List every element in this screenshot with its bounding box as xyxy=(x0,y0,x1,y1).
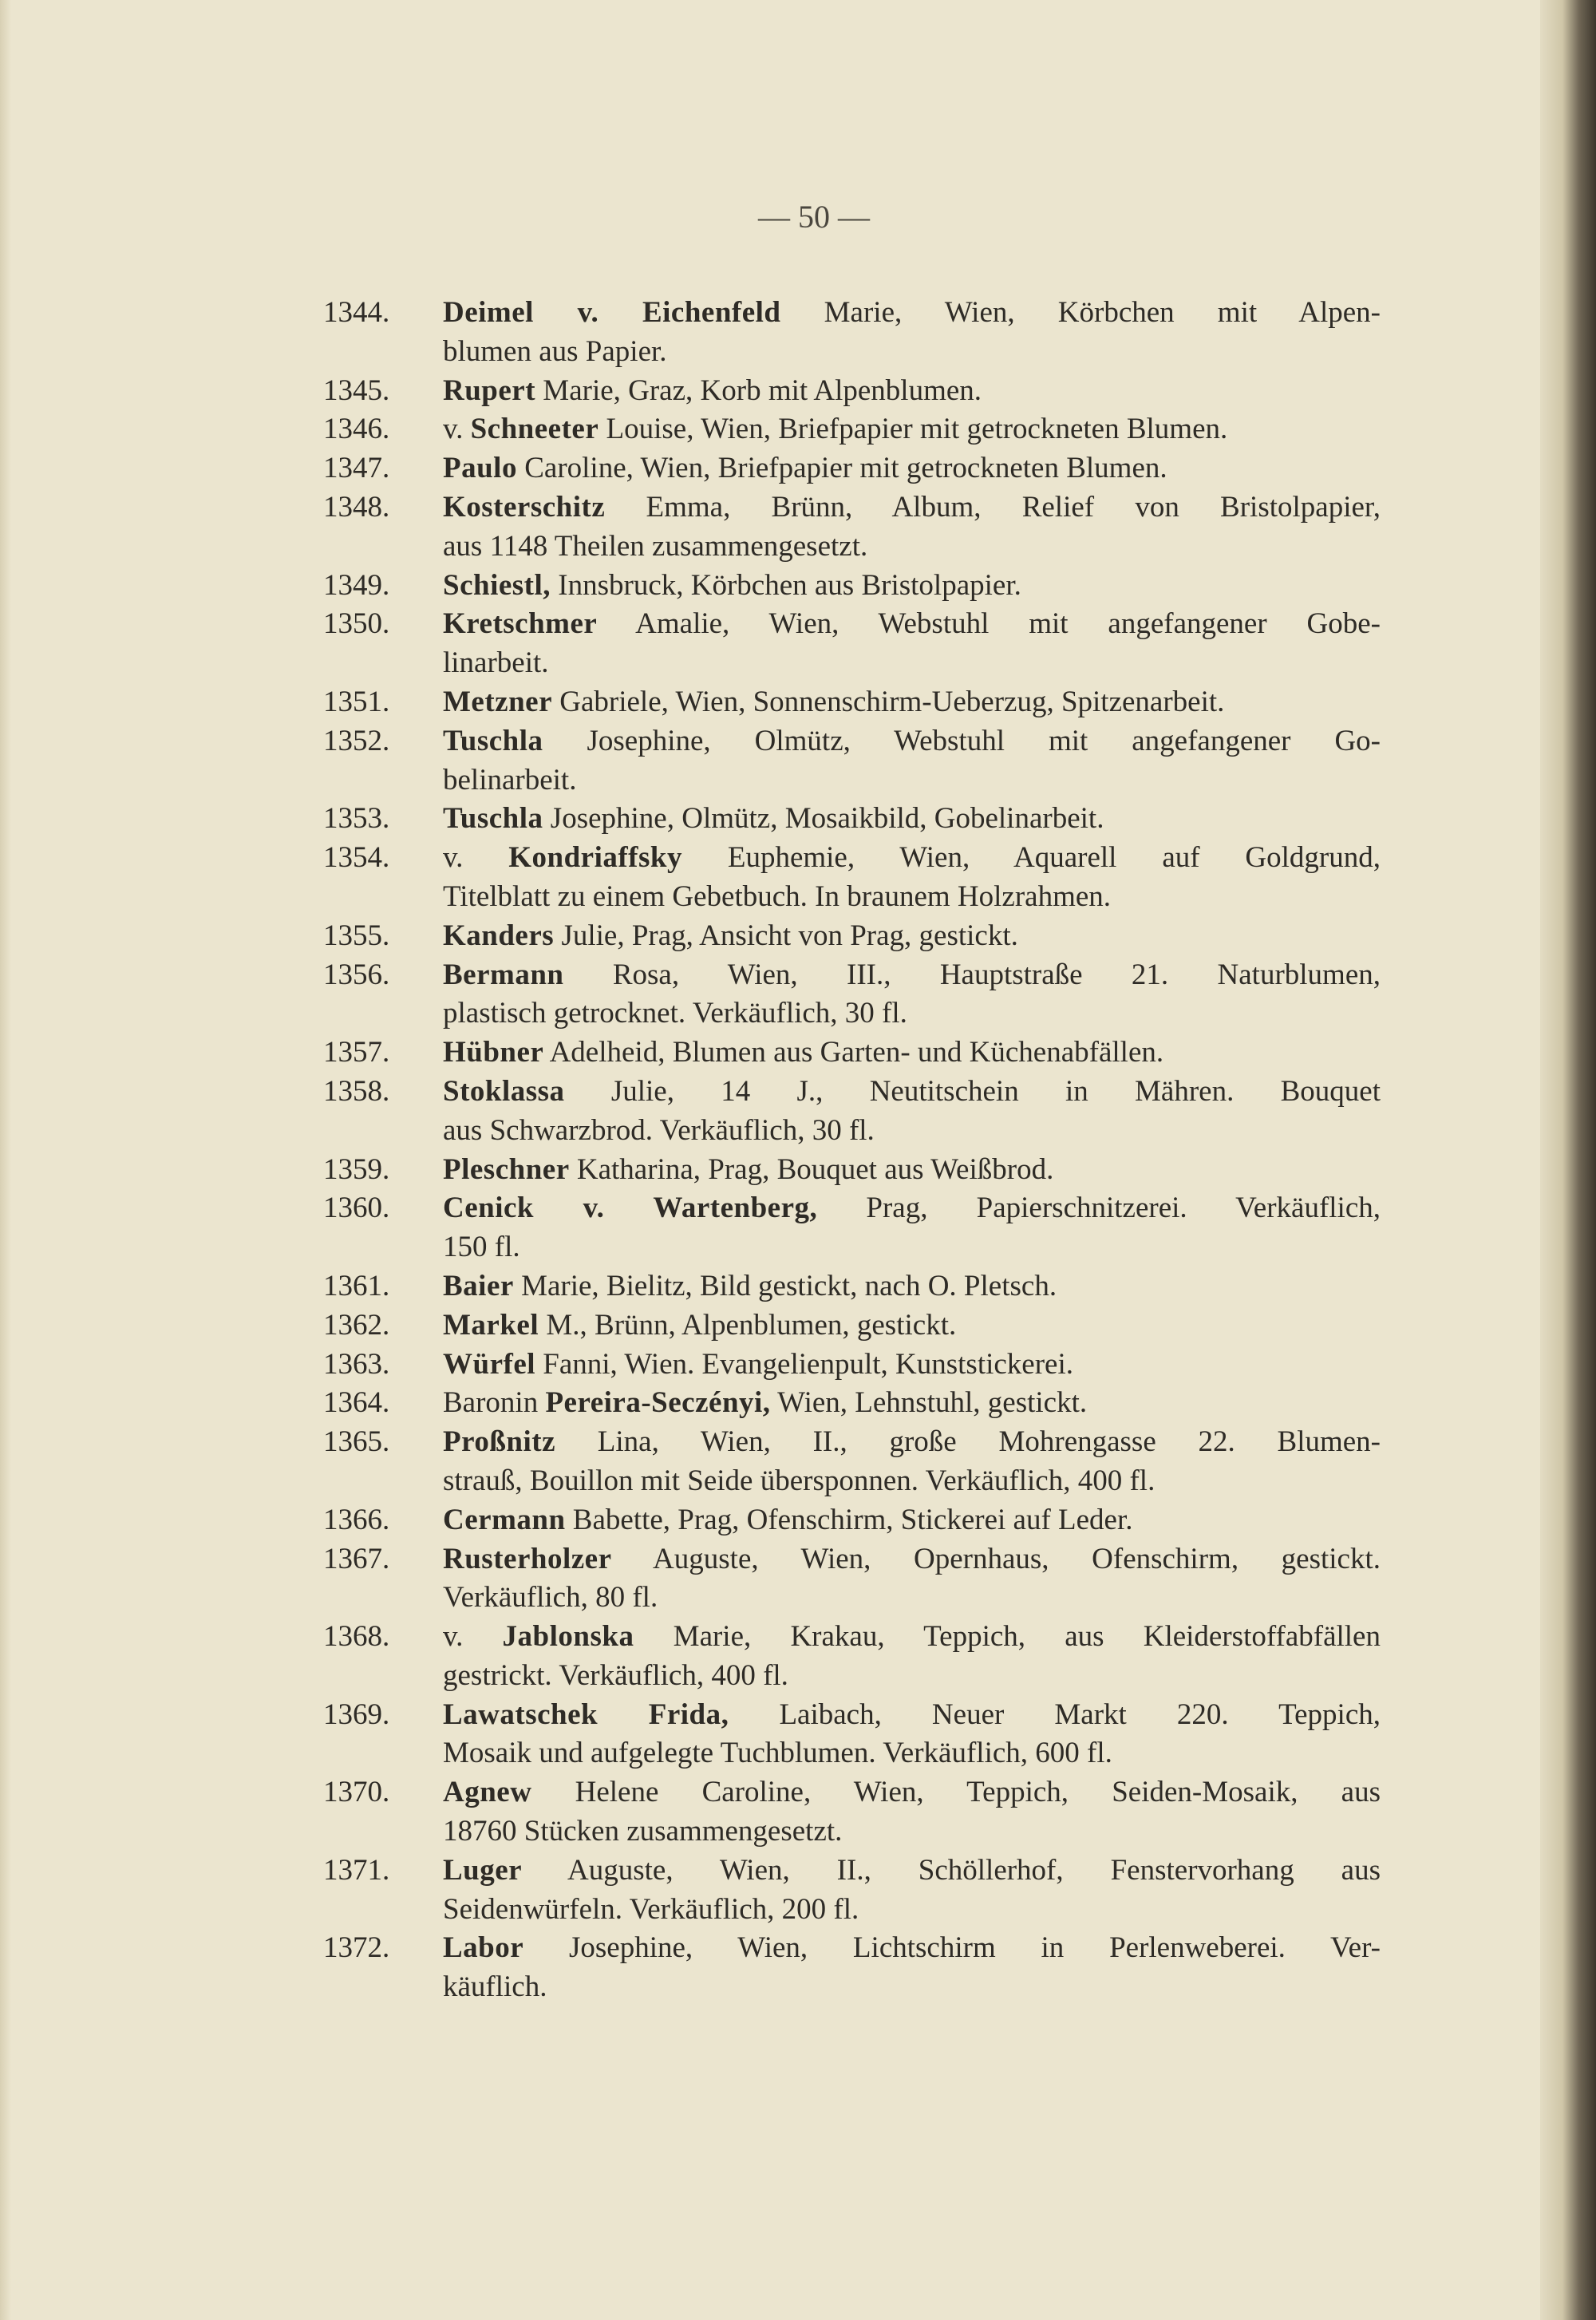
exhibitor-name: Jablonska xyxy=(502,1620,634,1654)
entry-line xyxy=(443,994,1381,1034)
entry-text: Euphemie, Wien, Aquarell auf Goldgrund, xyxy=(681,841,1381,875)
exhibitor-name: Rusterholzer xyxy=(443,1542,612,1575)
entry-text: Katharina, Prag, Bouquet aus Weißbrod. xyxy=(569,1152,1054,1186)
entry-text: Fanni, Wien. Evangelienpult, Kunststickerei. xyxy=(535,1347,1073,1381)
entry-text: Josephine, Olmütz, Mosaikbild, Gobelinarbeit. xyxy=(543,802,1104,836)
entry-number: 1359. xyxy=(323,1152,390,1186)
exhibitor-name: Stoklassa xyxy=(443,1074,565,1108)
entry-number: 1344. xyxy=(323,296,390,329)
entry-number: 1355. xyxy=(323,919,390,952)
entry-number: 1363. xyxy=(323,1347,390,1381)
entry-line xyxy=(443,800,1381,839)
entry-line xyxy=(443,683,1381,722)
entry-number: 1357. xyxy=(323,1036,390,1069)
catalog-entry xyxy=(323,1306,1381,1346)
entry-line xyxy=(443,1462,1381,1501)
entry-line xyxy=(443,1228,1381,1267)
exhibitor-name: Kanders xyxy=(443,919,555,952)
catalog-entry xyxy=(323,1073,1381,1151)
entry-text: Rosa, Wien, III., Hauptstraße 21. Naturblumen, xyxy=(563,958,1381,991)
entry-text: Emma, Brünn, Album, Relief von Bristolpapier, xyxy=(605,490,1381,524)
entry-prefix: v. xyxy=(443,1620,503,1654)
catalog-entry xyxy=(323,1346,1381,1385)
entry-text: Helene Caroline, Wien, Teppich, Seiden-Mosaik, aus xyxy=(531,1776,1381,1809)
entry-text: Julie, 14 J., Neutitschein in Mähren. Bouquet xyxy=(564,1074,1381,1108)
entry-line xyxy=(443,294,1381,333)
entry-text: Adelheid, Blumen aus Garten- und Küchenabfällen. xyxy=(543,1036,1164,1069)
catalog-entry xyxy=(323,683,1381,722)
entry-text: 18760 Stücken zusammengesetzt. xyxy=(443,1815,843,1848)
entry-number: 1345. xyxy=(323,373,390,407)
entry-number: 1367. xyxy=(323,1542,390,1575)
catalog-entry xyxy=(323,605,1381,683)
exhibitor-name: Cermann xyxy=(443,1503,566,1536)
catalog-entry xyxy=(323,567,1381,606)
entry-text: Auguste, Wien, II., Schöllerhof, Fenstervorhang aus xyxy=(522,1853,1381,1887)
entry-number: 1349. xyxy=(323,568,390,602)
catalog-entry xyxy=(323,839,1381,917)
catalog-entry xyxy=(323,1189,1381,1267)
entry-text: blumen aus Papier. xyxy=(443,334,667,368)
exhibitor-name: Agnew xyxy=(443,1776,532,1809)
entry-number: 1372. xyxy=(323,1931,390,1965)
entry-text: linarbeit. xyxy=(443,646,549,680)
entry-line xyxy=(443,1852,1381,1891)
catalog-entry xyxy=(323,1540,1381,1618)
exhibitor-name: Pereira-Seczényi, xyxy=(545,1386,771,1420)
entry-line xyxy=(443,644,1381,683)
catalog-entry xyxy=(323,1384,1381,1423)
entry-text: Josephine, Wien, Lichtschirm in Perlenweberei. Ver- xyxy=(523,1931,1381,1965)
entry-number: 1371. xyxy=(323,1853,390,1887)
entry-line xyxy=(443,1501,1381,1540)
entry-line xyxy=(443,1346,1381,1385)
entry-text: Verkäuflich, 80 fl. xyxy=(443,1581,658,1615)
entry-line xyxy=(443,1306,1381,1346)
exhibitor-name: Baier xyxy=(443,1269,514,1302)
entry-line xyxy=(443,722,1381,761)
catalog-entry xyxy=(323,488,1381,567)
entry-line xyxy=(443,839,1381,878)
entry-line xyxy=(443,605,1381,644)
entry-number: 1347. xyxy=(323,452,390,485)
entry-number: 1358. xyxy=(323,1074,390,1108)
entry-text: strauß, Bouillon mit Seide übersponnen. Verkäuflich, 400 fl. xyxy=(443,1464,1156,1497)
entry-text: Louise, Wien, Briefpapier mit getrockneten Blumen. xyxy=(598,413,1228,446)
entry-line xyxy=(443,1696,1381,1735)
entry-line xyxy=(443,372,1381,411)
entry-line xyxy=(443,1657,1381,1696)
entry-number: 1369. xyxy=(323,1698,390,1731)
exhibitor-name: Paulo xyxy=(443,452,517,485)
catalog-entry xyxy=(323,722,1381,800)
entry-prefix: v. xyxy=(443,413,471,446)
entry-text: Innsbruck, Körbchen aus Bristolpapier. xyxy=(551,568,1021,602)
exhibitor-name: Luger xyxy=(443,1853,523,1887)
entry-number: 1354. xyxy=(323,841,390,875)
exhibitor-name: Deimel v. Eichenfeld xyxy=(443,296,781,329)
entry-text: Titelblatt zu einem Gebetbuch. In braunem Holzrahmen. xyxy=(443,879,1112,913)
entry-line xyxy=(443,410,1381,449)
catalog-entry xyxy=(323,917,1381,956)
entry-text: Lina, Wien, II., große Mohrengasse 22. Blumen- xyxy=(555,1425,1381,1459)
entry-number: 1365. xyxy=(323,1425,390,1459)
exhibitor-name: Pleschner xyxy=(443,1152,570,1186)
entry-text: Josephine, Olmütz, Webstuhl mit angefangener Go- xyxy=(543,724,1381,757)
exhibitor-name: Tuschla xyxy=(443,802,543,836)
catalog-entry xyxy=(323,1773,1381,1852)
entry-text: Marie, Graz, Korb mit Alpenblumen. xyxy=(535,373,982,407)
entry-line xyxy=(443,1812,1381,1852)
entry-text: Mosaik und aufgelegte Tuchblumen. Verkäuflich, 600 fl. xyxy=(443,1737,1112,1770)
catalog-entry xyxy=(323,1618,1381,1696)
catalog-entry xyxy=(323,1267,1381,1306)
catalog-entry xyxy=(323,1423,1381,1501)
entry-number: 1361. xyxy=(323,1269,390,1302)
catalog-entry xyxy=(323,410,1381,449)
catalog-entry xyxy=(323,1501,1381,1540)
entry-text: aus Schwarzbrod. Verkäuflich, 30 fl. xyxy=(443,1113,875,1147)
book-binding-edge xyxy=(1540,0,1596,2320)
entry-line xyxy=(443,878,1381,917)
catalog-entry xyxy=(323,1151,1381,1190)
entry-line xyxy=(443,1423,1381,1462)
exhibitor-name: Würfel xyxy=(443,1347,536,1381)
entry-line xyxy=(443,1267,1381,1306)
entry-text: M., Brünn, Alpenblumen, gestickt. xyxy=(539,1308,957,1342)
catalog-entry xyxy=(323,956,1381,1034)
entry-number: 1368. xyxy=(323,1620,390,1654)
entry-number: 1346. xyxy=(323,413,390,446)
exhibitor-name: Bermann xyxy=(443,958,564,991)
entry-number: 1366. xyxy=(323,1503,390,1536)
exhibitor-name: Schneeter xyxy=(470,413,599,446)
entry-text: Prag, Papierschnitzerei. Verkäuflich, xyxy=(817,1192,1381,1225)
entry-number: 1360. xyxy=(323,1192,390,1225)
entry-line xyxy=(443,567,1381,606)
entry-number: 1356. xyxy=(323,958,390,991)
entry-text: Babette, Prag, Ofenschirm, Stickerei auf Leder. xyxy=(565,1503,1133,1536)
catalog-entry xyxy=(323,1696,1381,1774)
catalog-entry xyxy=(323,1852,1381,1930)
entry-text: Marie, Bielitz, Bild gestickt, nach O. Pletsch. xyxy=(513,1269,1057,1302)
exhibitor-name: Kosterschitz xyxy=(443,490,606,524)
entry-line xyxy=(443,1734,1381,1773)
exhibitor-name: Cenick v. Wartenberg, xyxy=(443,1192,818,1225)
entry-number: 1362. xyxy=(323,1308,390,1342)
exhibitor-name: Hübner xyxy=(443,1036,544,1069)
exhibitor-name: Kretschmer xyxy=(443,607,598,641)
catalog-entry xyxy=(323,294,1381,372)
entry-number: 1353. xyxy=(323,802,390,836)
entry-line xyxy=(443,1034,1381,1073)
entry-line xyxy=(443,528,1381,567)
entry-line xyxy=(443,488,1381,528)
entry-text: Seidenwürfeln. Verkäuflich, 200 fl. xyxy=(443,1892,859,1926)
entry-text: Wien, Lehnstuhl, gestickt. xyxy=(770,1386,1088,1420)
page-edge-left xyxy=(0,0,11,2320)
exhibitor-name: Rupert xyxy=(443,373,536,407)
entry-text: käuflich. xyxy=(443,1970,547,2004)
catalog-entry xyxy=(323,1929,1381,2007)
entry-line xyxy=(443,761,1381,800)
entry-number: 1370. xyxy=(323,1776,390,1809)
exhibitor-name: Labor xyxy=(443,1931,524,1965)
entry-line xyxy=(443,1384,1381,1423)
entry-text: aus 1148 Theilen zusammengesetzt. xyxy=(443,529,868,563)
entry-prefix: v. xyxy=(443,841,509,875)
catalog-entry xyxy=(323,372,1381,411)
entry-text: Amalie, Wien, Webstuhl mit angefangener Gobe- xyxy=(597,607,1381,641)
entry-text: Marie, Krakau, Teppich, aus Kleiderstoffabfällen xyxy=(634,1620,1381,1654)
entry-number: 1352. xyxy=(323,724,390,757)
entry-line xyxy=(443,1112,1381,1151)
catalog-entry xyxy=(323,1034,1381,1073)
entry-line xyxy=(443,449,1381,488)
page-number: — 50 — xyxy=(758,199,870,235)
entry-text: plastisch getrocknet. Verkäuflich, 30 fl. xyxy=(443,997,907,1030)
exhibitor-name: Kondriaffsky xyxy=(508,841,682,875)
entry-line xyxy=(443,956,1381,995)
exhibitor-name: Markel xyxy=(443,1308,539,1342)
entry-text: Gabriele, Wien, Sonnenschirm-Ueberzug, Spitzenarbeit. xyxy=(552,685,1225,718)
exhibitor-name: Schiestl, xyxy=(443,568,551,602)
entry-line xyxy=(443,1073,1381,1112)
entry-line xyxy=(443,1151,1381,1190)
entry-text: Julie, Prag, Ansicht von Prag, gestickt. xyxy=(554,919,1018,952)
entry-text: gestrickt. Verkäuflich, 400 fl. xyxy=(443,1658,788,1692)
entry-line xyxy=(443,1618,1381,1657)
catalog-entries xyxy=(323,294,1381,2007)
exhibitor-name: Proßnitz xyxy=(443,1425,556,1459)
entry-text: Auguste, Wien, Opernhaus, Ofenschirm, gestickt. xyxy=(611,1542,1381,1575)
catalog-entry xyxy=(323,800,1381,839)
entry-line xyxy=(443,1968,1381,2007)
entry-line xyxy=(443,1891,1381,1930)
entry-line xyxy=(443,333,1381,372)
entry-number: 1350. xyxy=(323,607,390,641)
entry-line xyxy=(443,917,1381,956)
entry-line xyxy=(443,1540,1381,1579)
entry-text: belinarbeit. xyxy=(443,763,577,796)
entry-line xyxy=(443,1929,1381,1968)
entry-number: 1351. xyxy=(323,685,390,718)
exhibitor-name: Tuschla xyxy=(443,724,543,757)
entry-number: 1348. xyxy=(323,490,390,524)
entry-prefix: Baronin xyxy=(443,1386,546,1420)
entry-text: Caroline, Wien, Briefpapier mit getrockneten Blumen. xyxy=(516,452,1167,485)
entry-text: Laibach, Neuer Markt 220. Teppich, xyxy=(729,1698,1381,1731)
entry-line xyxy=(443,1189,1381,1228)
entry-text: Marie, Wien, Körbchen mit Alpen- xyxy=(780,296,1381,329)
entry-line xyxy=(443,1579,1381,1618)
exhibitor-name: Metzner xyxy=(443,685,553,718)
entry-number: 1364. xyxy=(323,1386,390,1420)
catalog-entry xyxy=(323,449,1381,488)
entry-text: 150 fl. xyxy=(443,1231,520,1264)
entry-line xyxy=(443,1773,1381,1812)
exhibitor-name: Lawatschek Frida, xyxy=(443,1698,729,1731)
